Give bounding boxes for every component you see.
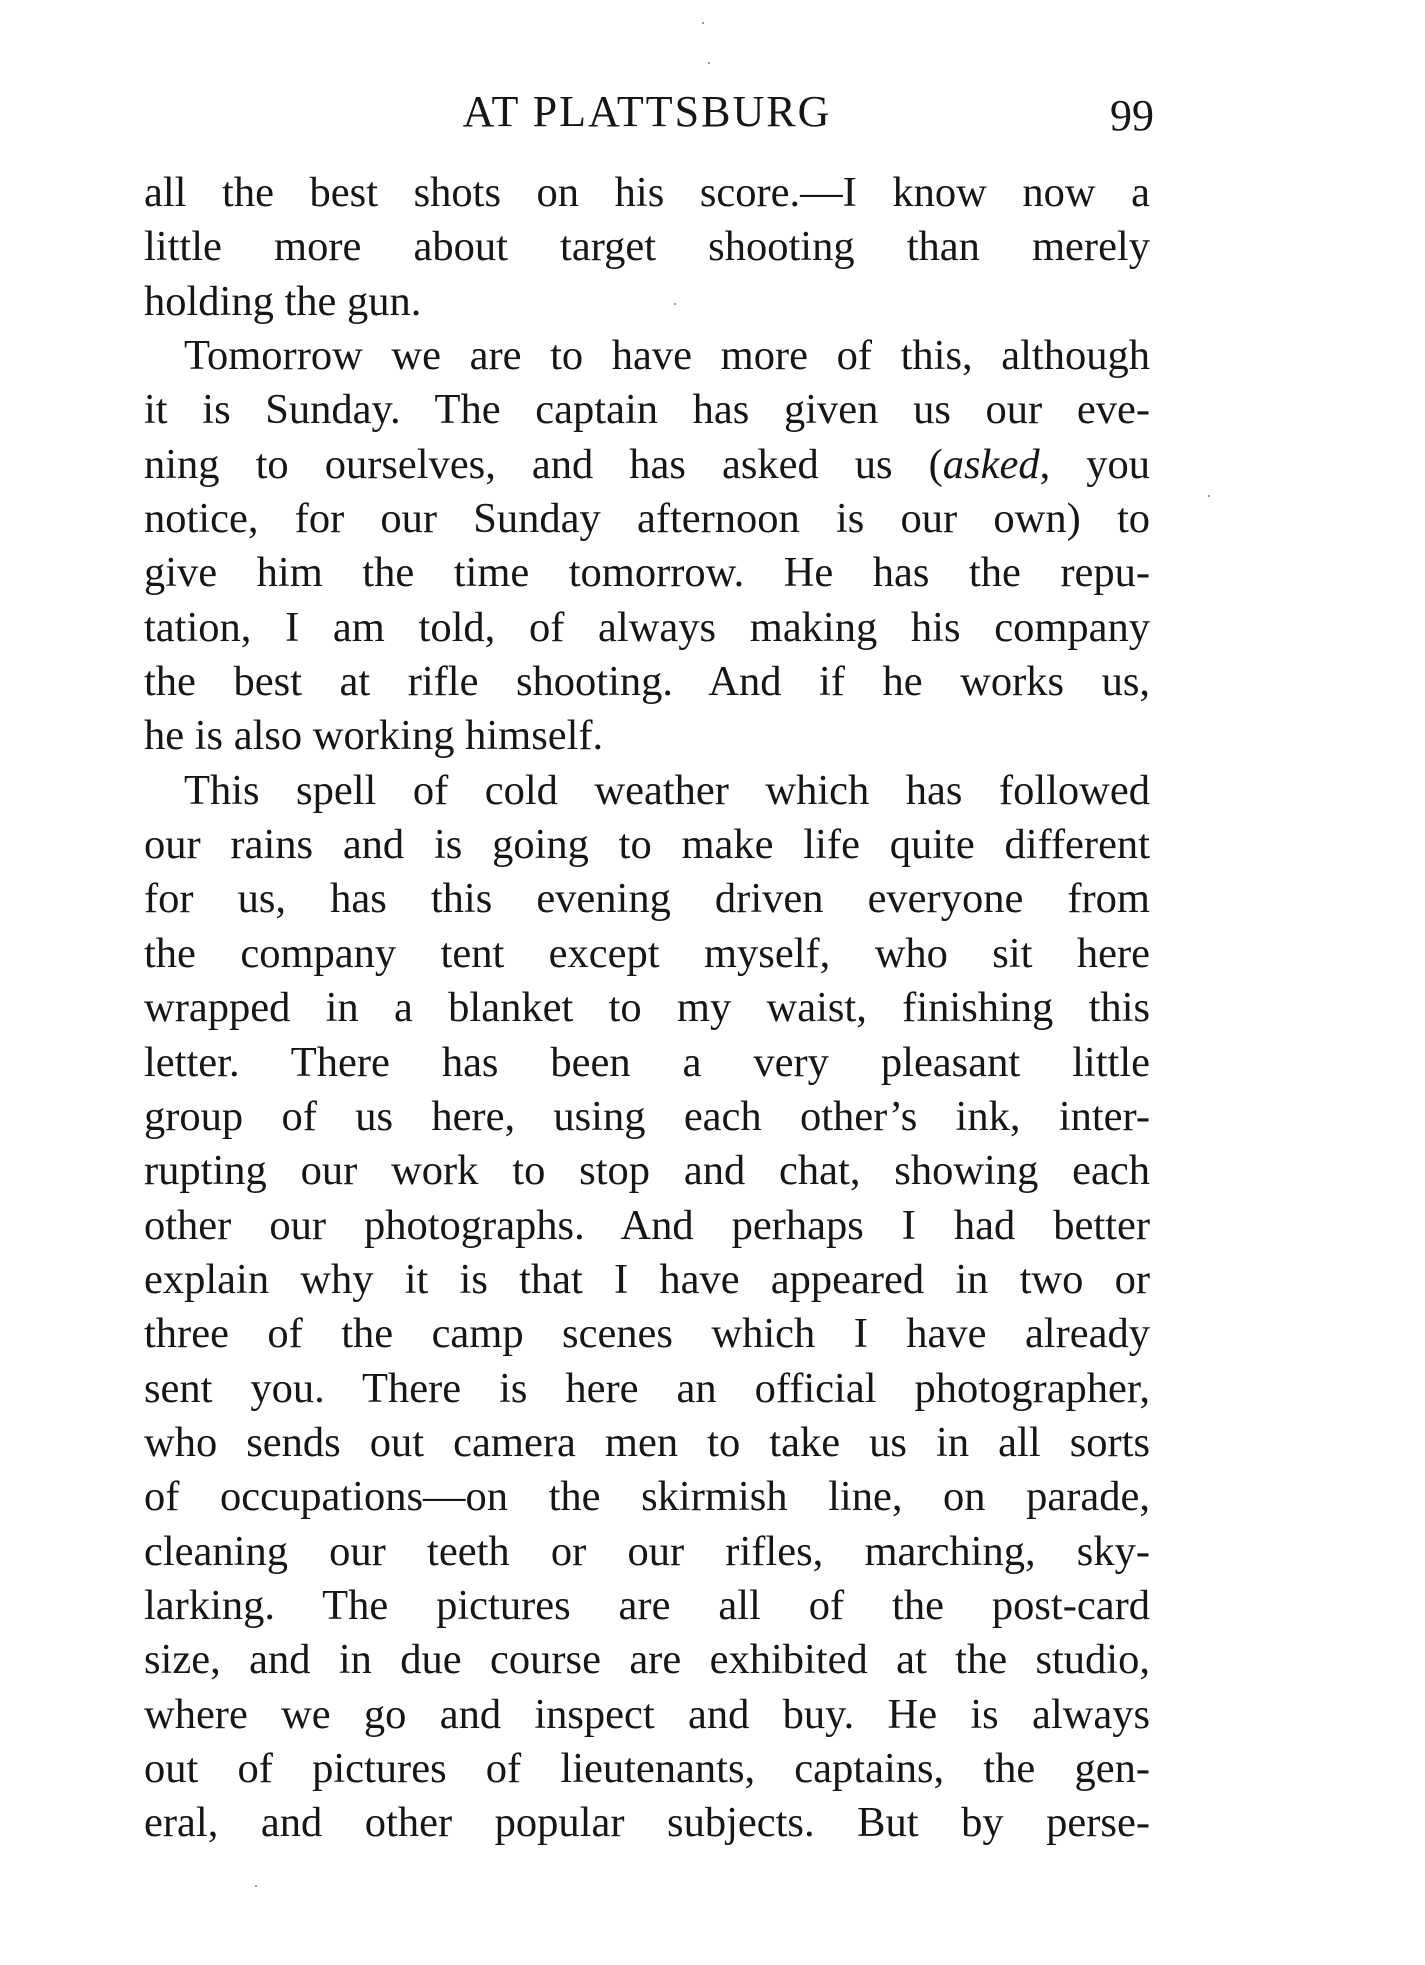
text-line: larking. The pictures are all of the post-card [144,1581,1150,1629]
text-line: give him the time tomorrow. He has the repu- [144,549,1150,597]
text-line: group of us here, using each other’s ink, inter- [144,1092,1150,1140]
text-line: for us, has this evening driven everyone from [144,875,1150,923]
emphasis: asked [942,440,1040,488]
text-line: Tomorrow we are to have more of this, although [184,332,1150,380]
text-line: tation, I am told, of always making his company [144,603,1150,651]
text-line: the company tent except myself, who sit here [144,929,1150,977]
text-line: our rains and is going to make life quite different [144,821,1150,869]
running-head-title: AT PLATTSBURG [462,87,832,136]
text-line: holding the gun. [144,277,422,325]
text-line: wrapped in a blanket to my waist, finishing this [144,984,1150,1032]
text-line: where we go and inspect and buy. He is always [144,1690,1150,1738]
body-text [144,166,1150,1851]
text-line: of occupations—on the skirmish line, on parade, [144,1473,1150,1521]
text-line: rupting our work to stop and chat, showing each [144,1147,1150,1195]
text-line: explain why it is that I have appeared in two or [144,1255,1150,1303]
scan-speck [708,62,710,64]
text-line: who sends out camera men to take us in all sorts [144,1418,1150,1466]
text-line: This spell of cold weather which has followed [184,766,1150,814]
text-line: ning to ourselves, and has asked us (asked, you [144,440,1150,488]
scan-speck [702,22,704,24]
text-line: it is Sunday. The captain has given us our eve- [144,386,1150,434]
text-line: he is also working himself. [144,712,604,760]
text-line: other our photographs. And perhaps I had better [144,1201,1150,1249]
text-line: three of the camp scenes which I have already [144,1310,1150,1358]
text-line: cleaning our teeth or our rifles, marching, sky- [144,1527,1150,1575]
text-line: all the best shots on his score.—I know now a [144,169,1150,216]
text-line: eral, and other popular subjects. But by perse- [144,1799,1150,1847]
scan-speck [674,303,676,305]
text-line: sent you. There is here an official photographer, [144,1364,1150,1412]
text-line: size, and in due course are exhibited at the studio, [144,1636,1150,1684]
page-number: 99 [1110,91,1154,140]
text-line: out of pictures of lieutenants, captains, the gen- [144,1744,1150,1792]
scan-speck [255,1885,257,1887]
text-line: notice, for our Sunday afternoon is our own) to [144,495,1150,543]
text-line: little more about target shooting than merely [144,223,1150,271]
text-line: the best at rifle shooting. And if he works us, [144,658,1150,706]
scan-speck [1208,495,1210,497]
text-line: letter. There has been a very pleasant little [144,1038,1150,1086]
running-head [142,82,1152,142]
